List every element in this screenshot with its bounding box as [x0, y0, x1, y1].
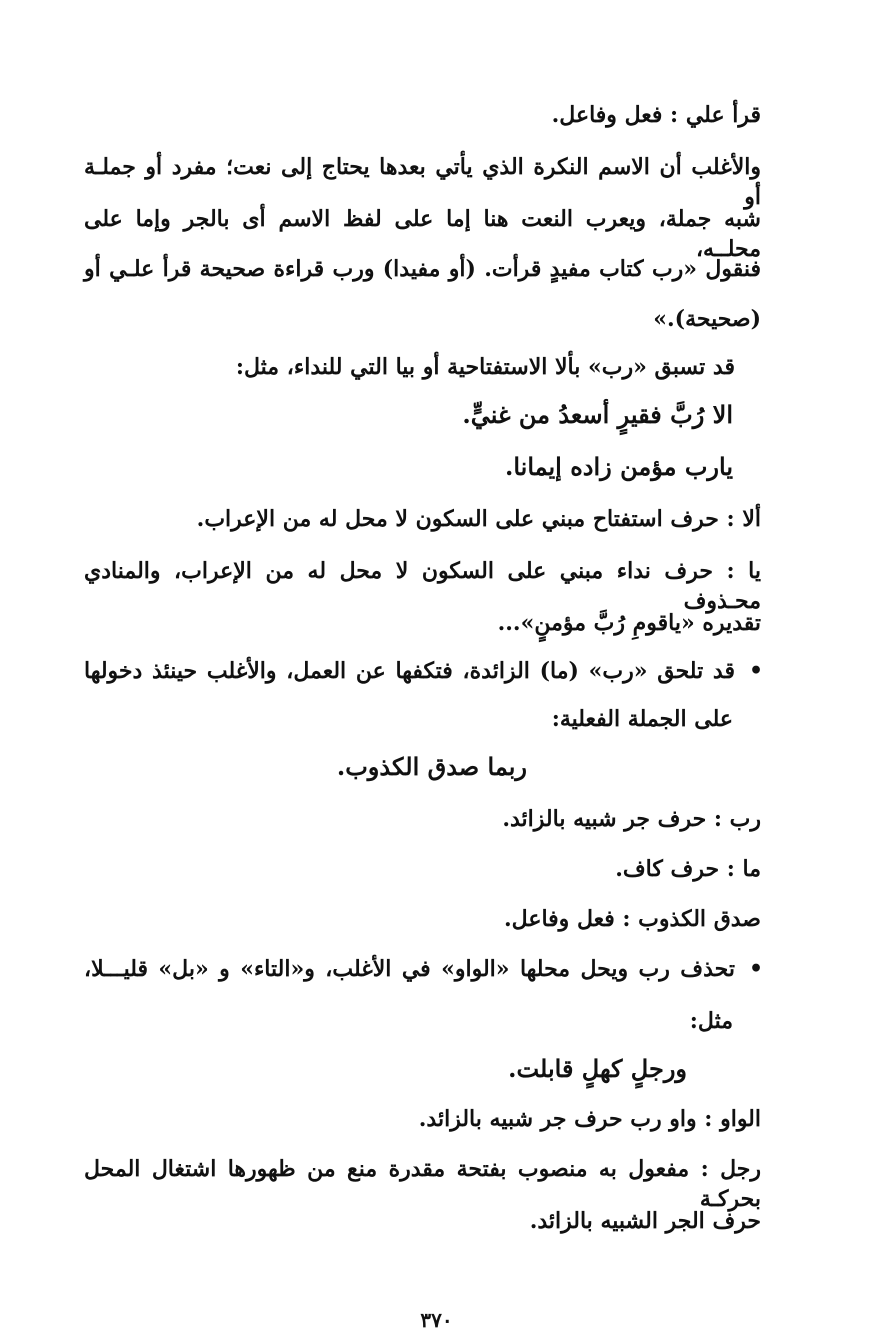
text-line: شبه جملة، ويعرب النعت هنا إما على لفظ الاسم أى بالجر وإما على محلــه، — [84, 206, 761, 262]
text-line: صدق الكذوب : فعل وفاعل. — [504, 906, 761, 932]
bullet-item-text — [84, 656, 763, 686]
example-sentence: الا رُبَّ فقيرٍ أسعدُ من غنيٍّ. — [462, 400, 733, 429]
text-line: تقديره «ياقومِ رُبَّ مؤمنٍ»... — [497, 610, 761, 636]
bullet-icon: • — [748, 658, 763, 684]
bullet-icon: • — [748, 956, 763, 982]
text-line: ألا : حرف استفتاح مبني على السكون لا محل له من الإعراب. — [196, 506, 761, 532]
example-sentence: ورجلٍ كهلٍ قابلت. — [508, 1054, 687, 1083]
text-line: على الجملة الفعلية: — [551, 706, 733, 732]
text-line: الواو : واو رب حرف جر شبيه بالزائد. — [418, 1106, 761, 1132]
bullet-item-text — [84, 954, 763, 984]
example-sentence: يارب مؤمن زاده إيمانا. — [504, 452, 733, 481]
text-line: حرف الجر الشبيه بالزائد. — [529, 1208, 761, 1234]
text-line: قد تسبق «رب» بألا الاستفتاحية أو بيا التي للنداء، مثل: — [235, 354, 735, 380]
text-line: رب : حرف جر شبيه بالزائد. — [502, 806, 761, 832]
text-line: قرأ علي : فعل وفاعل. — [551, 102, 761, 128]
text-line: يا : حرف نداء مبني على السكون لا محل له من الإعراب، والمنادي محـذوف — [84, 558, 761, 614]
text-line: فنقول «رب كتاب مفيدٍ قرأت. (أو مفيدا) ورب قراءة صحيحة قرأ علـي أو — [84, 256, 761, 282]
example-sentence: ربما صدق الكذوب. — [336, 752, 527, 781]
text-line: (صحيحة).» — [653, 306, 761, 332]
page-number: ٣٧٠ — [420, 1308, 453, 1332]
text-line: رجل : مفعول به منصوب بفتحة مقدرة منع من ظهورها اشتغال المحل بحركـة — [84, 1156, 761, 1212]
text-span: قد تلحق «رب» (ما) الزائدة، فتكفها عن العمل، والأغلب حينئذ دخولها — [84, 658, 735, 684]
text-line: مثل: — [689, 1008, 733, 1034]
text-line: ما : حرف كاف. — [615, 856, 761, 882]
text-line: والأغلب أن الاسم النكرة الذي يأتي بعدها يحتاج إلى نعت؛ مفرد أو جملـة أو — [84, 154, 761, 210]
text-span: تحذف رب ويحل محلها «الواو» في الأغلب، و«التاء» و «بل» قليـــلا، — [84, 956, 735, 982]
